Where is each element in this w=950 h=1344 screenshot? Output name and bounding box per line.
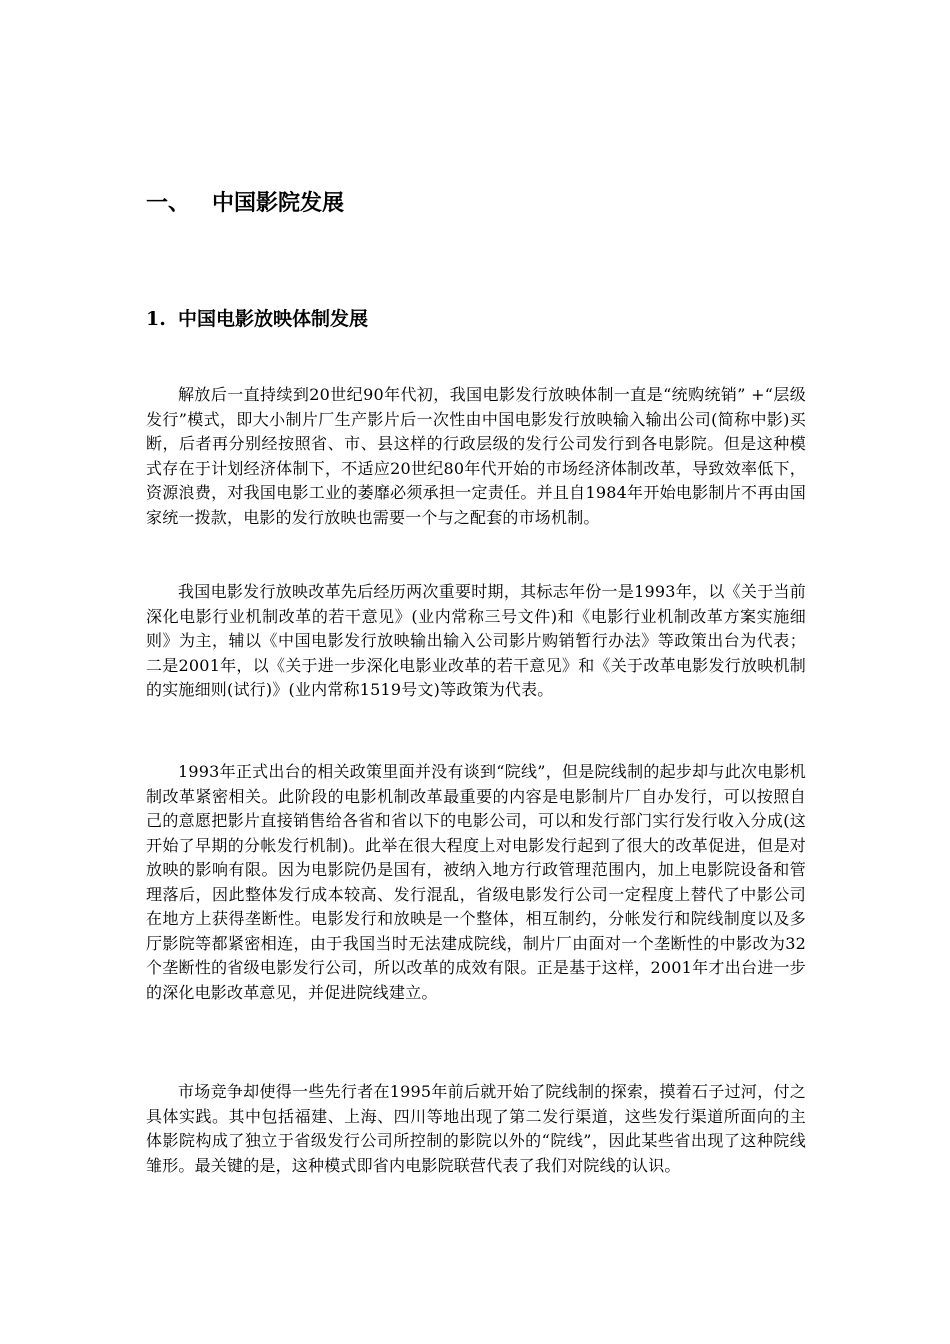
- body-paragraph: 解放后一直持续到20世纪90年代初，我国电影发行放映体制一直是“统购统销” +“层级发行”模式，即大小制片厂生产影片后一次性由中国电影发行放映输入输出公司(简称中影)买断，后者再分别经按照省、市、县这样的行政层级的发行公司发行到各电影院。但是这种模式存在于计划经济体制下，不适应20世纪80年代开始的市场经济体制改革，导致效率低下，资源浪费，对我国电影工业的萎靡必须承担一定责任。并且自1984年开始电影制片不再由国家统一拨款，电影的发行放映也需要一个与之配套的市场机制。: [146, 385, 806, 527]
- body-paragraph-1-block: [146, 383, 806, 530]
- body-paragraph-4-block: [146, 1080, 806, 1178]
- chapter-title: 中国影院发展: [212, 190, 345, 216]
- section-heading: [146, 305, 368, 333]
- chapter-number: 一、: [146, 190, 191, 216]
- section-title: 中国电影放映体制发展: [178, 308, 369, 330]
- chapter-heading: [146, 188, 344, 218]
- body-paragraph: 我国电影发行放映改革先后经历两次重要时期，其标志年份一是1993年，以《关于当前深化电影行业机制改革的若干意见》(业内常称三号文件)和《电影行业机制改革方案实施细则》为主，辅以《中国电影发行放映输出输入公司影片购销暂行办法》等政策出台为代表；二是2001年，以《关于进一步深化电影业改革的若干意见》和《关于改革电影发行放映机制的实施细则(试行)》(业内常称1519号文)等政策为代表。: [146, 582, 806, 699]
- body-paragraph-3-block: [146, 760, 806, 1005]
- body-paragraph: 1993年正式出台的相关政策里面并没有谈到“院线”，但是院线制的起步却与此次电影机制改革紧密相关。此阶段的电影机制改革最重要的内容是电影制片厂自办发行，可以按照自己的意愿把影片直接销售给各省和省以下的电影公司，可以和发行部门实行发行收入分成(这开始了早期的分帐发行机制)。此举在很大程度上对电影发行起到了很大的改革促进，但是对放映的影响有限。因为电影院仍是国有，被纳入地方行政管理范围内，加上电影院设备和管理落后，因此整体发行成本较高、发行混乱，省级电影发行公司一定程度上替代了中影公司在地方上获得垄断性。电影发行和放映是一个整体，相互制约，分帐发行和院线制度以及多厅影院等都紧密相连，由于我国当时无法建成院线，制片厂由面对一个垄断性的中影改为32个垄断性的省级电影发行公司，所以改革的成效有限。正是基于这样，2001年才出台进一步的深化电影改革意见，并促进院线建立。: [146, 762, 806, 1002]
- body-paragraph: 市场竞争却使得一些先行者在1995年前后就开始了院线制的探索，摸着石子过河，付之具体实践。其中包括福建、上海、四川等地出现了第二发行渠道，这些发行渠道所面向的主体影院构成了独立于省级发行公司所控制的影院以外的“院线”，因此某些省出现了这种院线雏形。最关键的是，这种模式即省内电影院联营代表了我们对院线的认识。: [146, 1082, 806, 1175]
- body-paragraph-2-block: [146, 580, 806, 703]
- section-number: 1.: [146, 308, 166, 330]
